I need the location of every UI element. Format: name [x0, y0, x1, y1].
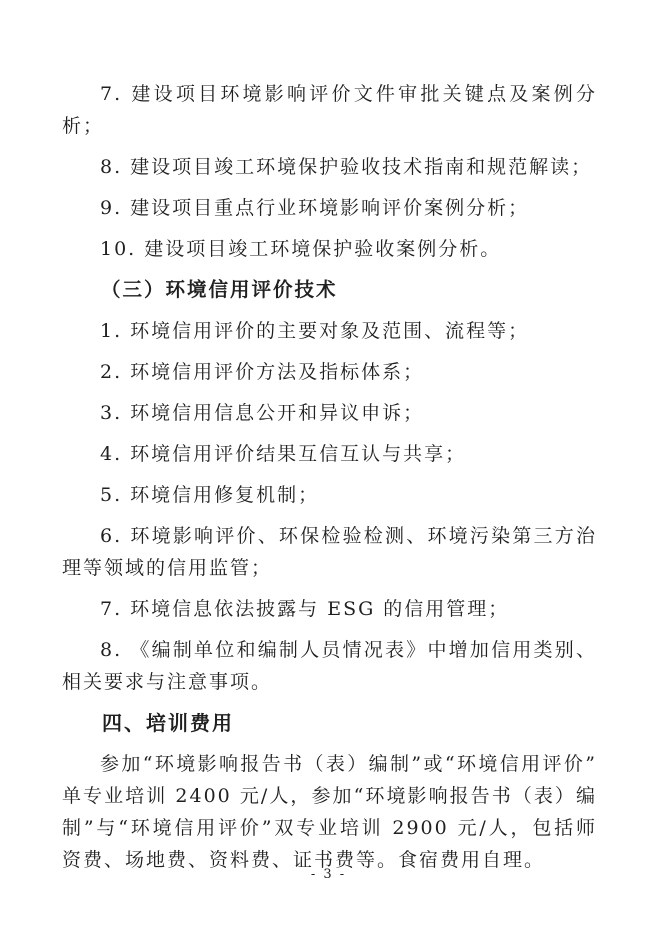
section3-item-6: 6. 环境影响评价、环保检验检测、环境污染第三方治理等领域的信用监管； — [62, 525, 597, 579]
list-item-9: 9. 建设项目重点行业环境影响评价案例分析； — [100, 197, 530, 219]
list-item-8: 8. 建设项目竣工环境保护验收技术指南和规范解读； — [100, 156, 593, 178]
list-item-7: 7. 建设项目环境影响评价文件审批关键点及案例分析； — [62, 83, 597, 137]
section3-item-2: 2. 环境信用评价方法及指标体系； — [100, 361, 425, 383]
section3-item-7: 7. 环境信息依法披露与 ESG 的信用管理； — [100, 598, 510, 620]
list-item-10: 10. 建设项目竣工环境保护验收案例分析。 — [100, 238, 502, 260]
section3-item-5: 5. 环境信用修复机制； — [100, 484, 320, 506]
section3-item-3: 3. 环境信用信息公开和异议申诉； — [100, 402, 425, 424]
section-3-heading: （三）环境信用评价技术 — [101, 278, 338, 301]
section-2-list — [62, 78, 597, 265]
section3-item-8: 8. 《编制单位和编制人员情况表》中增加信用类别、相关要求与注意事项。 — [62, 639, 597, 693]
page-number: - 3 - — [310, 867, 347, 882]
section-4 — [62, 707, 597, 876]
section3-item-1: 1. 环境信用评价的主要对象及范围、流程等； — [100, 320, 530, 342]
section-4-paragraph: 参加“环境影响报告书（表）编制”或“环境信用评价”单专业培训 2400 元/人，参加“环境影响报告书（表）编制”与“环境信用评价”双专业培训 2900 元/人，包括师资费、场地费、资料费、证书费等。食宿费用自理。 — [62, 753, 597, 871]
section-3 — [62, 274, 597, 698]
section-4-heading: 四、培训费用 — [102, 711, 234, 735]
section3-item-4: 4. 环境信用评价结果互信互认与共享； — [100, 443, 467, 465]
